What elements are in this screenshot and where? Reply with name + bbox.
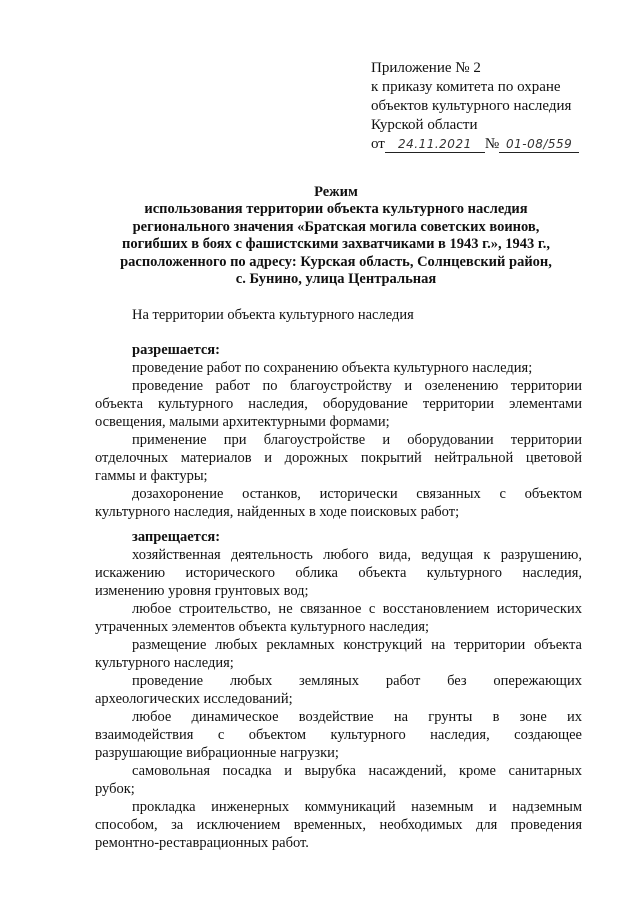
forbidden-title: запрещается: [132, 529, 221, 545]
text-line: освещения, малыми архитектурными формами; [95, 414, 390, 430]
text-line: разрушающие вибрационные нагрузки; [95, 745, 339, 761]
appendix-region: Курской области [371, 117, 478, 133]
text-line: способом, за исключением временных, необходимых для проведения [95, 817, 582, 833]
forbidden-item [95, 546, 582, 600]
text-line: дозахоронение останков, исторически связанных с объектом [132, 486, 582, 502]
text-line: самовольная посадка и вырубка насаждений, кроме санитарных [132, 763, 582, 779]
allowed-item [95, 485, 582, 521]
allowed-title: разрешается: [132, 342, 220, 358]
text-line: ремонтно-реставрационных работ. [95, 835, 309, 851]
text-line: проведение работ по сохранению объекта культурного наследия; [132, 360, 533, 376]
text-line: культурного наследия; [95, 655, 234, 671]
forbidden-item [95, 600, 582, 636]
text-line: проведение любых земляных работ без опережающих [132, 673, 582, 689]
allowed-section [95, 341, 582, 521]
heading-line: с. Бунино, улица Центральная [235, 271, 437, 288]
appendix-order-ref: к приказу комитета по охране [371, 79, 561, 95]
text-line: прокладка инженерных коммуникаций наземным и надземным [132, 799, 582, 815]
forbidden-item [95, 636, 582, 672]
document-heading [112, 184, 560, 288]
text-line: изменению уровня грунтовых вод; [95, 583, 309, 599]
order-date-number-row [371, 135, 611, 154]
text-line: отделочных материалов и дорожных покрытий нейтральной цветовой [95, 450, 582, 466]
allowed-item [95, 377, 582, 431]
allowed-item [95, 431, 582, 485]
text-line: любое строительство, не связанное с восстановлением исторических [132, 601, 582, 617]
forbidden-section [95, 528, 582, 852]
text-line: искажению исторического облика объекта культурного наследия, [95, 565, 582, 581]
text-line: размещение любых рекламных конструкций на территории объекта [132, 637, 582, 653]
text-line: рубок; [95, 781, 135, 797]
text-line: хозяйственная деятельность любого вида, ведущая к разрушению, [132, 547, 582, 563]
text-line: культурного наследия, найденных в ходе поисковых работ; [95, 504, 460, 520]
forbidden-item [95, 672, 582, 708]
heading-line: погибших в боях с фашистскими захватчиками в 1943 г.», 1943 г., [121, 236, 551, 253]
appendix-block [371, 59, 611, 154]
intro-text: На территории объекта культурного наследия [132, 307, 414, 323]
heading-line: расположенного по адресу: Курская область, Солнцевский район, [120, 253, 552, 270]
text-line: применение при благоустройстве и оборудовании территории [132, 432, 582, 448]
appendix-committee: объектов культурного наследия [371, 98, 572, 114]
text-line: любое динамическое воздействие на грунты в зоне их [132, 709, 582, 725]
date-prefix: от [371, 136, 385, 152]
heading-title: Режим [314, 184, 358, 200]
forbidden-item [95, 798, 582, 852]
handwritten-number: 01-08/559 [499, 137, 579, 153]
handwritten-date: 24.11.2021 [385, 137, 485, 153]
appendix-number: Приложение № 2 [371, 60, 481, 76]
heading-line: регионального значения «Братская могила советских воинов, [132, 218, 540, 235]
forbidden-item [95, 762, 582, 798]
text-line: проведение работ по благоустройству и озеленению территории [132, 378, 582, 394]
text-line: объекта культурного наследия, оборудование территории элементами [95, 396, 582, 412]
text-line: гаммы и фактуры; [95, 468, 208, 484]
forbidden-item [95, 708, 582, 762]
allowed-item [95, 359, 582, 377]
text-line: археологических исследований; [95, 691, 293, 707]
text-line: взаимодействия с объектом культурного наследия, создающее [95, 727, 582, 743]
heading-line: использования территории объекта культурного наследия [144, 201, 528, 218]
text-line: утраченных элементов объекта культурного наследия; [95, 619, 430, 635]
number-prefix: № [484, 136, 500, 152]
